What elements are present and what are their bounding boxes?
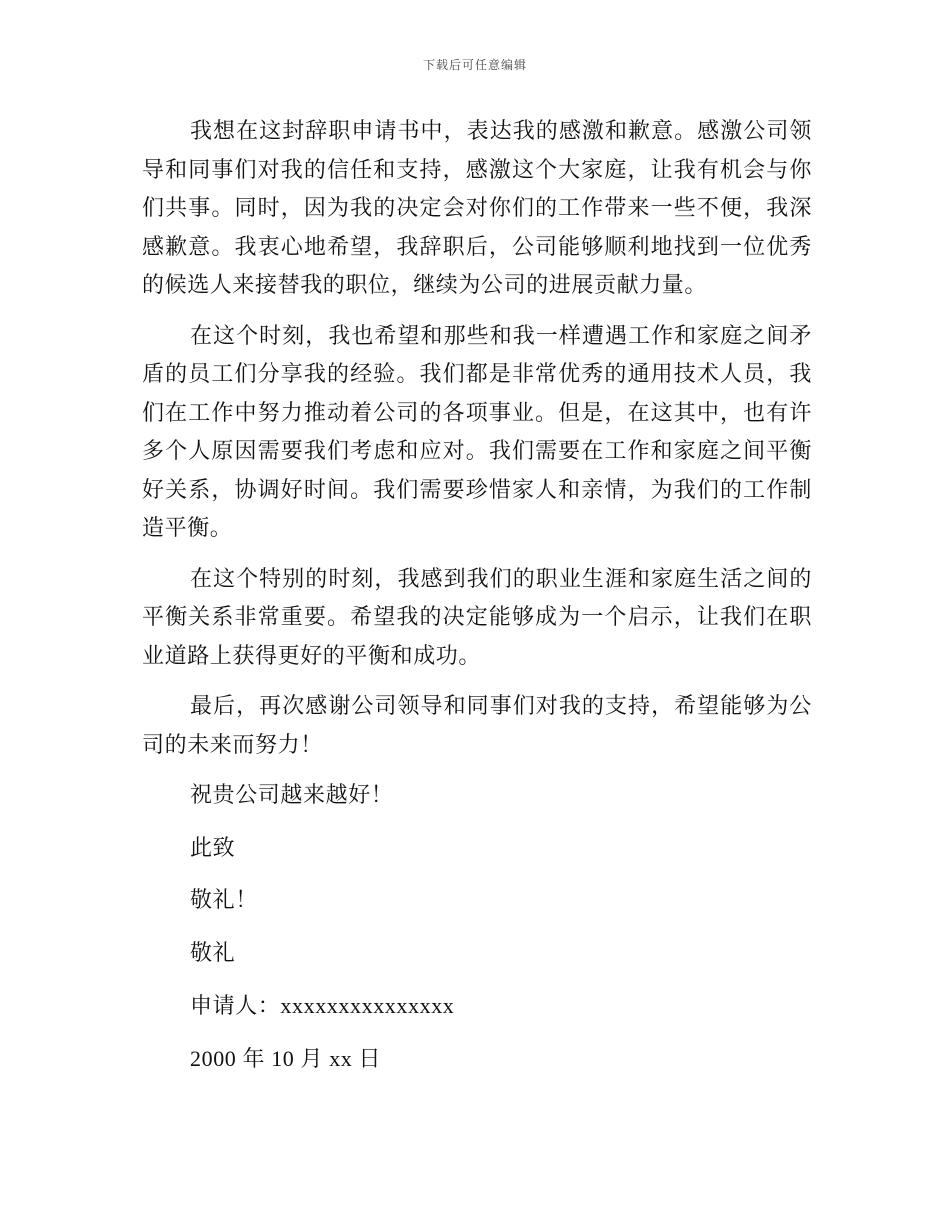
paragraph-gratitude: 我想在这封辞职申请书中，表达我的感激和歉意。感激公司领导和同事们对我的信任和支持，感激这个大家庭，让我有机会与你们共事。同时，因为我的决定会对你们的工作带来一些不便，我深感歉意。我衷心地希望，我辞职后，公司能够顺利地找到一位优秀的候选人来接替我的职位，继续为公司的进展贡献力量。 xyxy=(142,119,812,298)
paragraph-balance: 在这个特别的时刻，我感到我们的职业生涯和家庭生活之间的平衡关系非常重要。希望我的决定能够成为一个启示，让我们在职业道路上获得更好的平衡和成功。 xyxy=(142,566,812,669)
closing-line-2: 敬礼！ xyxy=(190,888,258,913)
header-note: 下载后可任意编辑 xyxy=(422,58,527,72)
date-line: 2000 年 10 月 xx 日 xyxy=(190,1045,382,1071)
applicant-line: 申请人：xxxxxxxxxxxxxxx xyxy=(190,993,455,1018)
paragraph-final-thanks: 最后，再次感谢公司领导和同事们对我的支持，希望能够为公司的未来而努力！ xyxy=(142,694,812,758)
wish-line: 祝贵公司越来越好！ xyxy=(190,783,394,808)
closing-line-1: 此致 xyxy=(190,835,236,861)
paragraph-experience: 在这个时刻，我也希望和那些和我一样遭遇工作和家庭之间矛盾的员工们分享我的经验。我们都是非常优秀的通用技术人员，我们在工作中努力推动着公司的各项事业。但是，在这其中，也有许多个人原因需要我们考虑和应对。我们需要在工作和家庭之间平衡好关系，协调好时间。我们需要珍惜家人和亲情，为我们的工作制造平衡。 xyxy=(142,323,812,541)
letter-body xyxy=(142,113,812,1092)
closing-line-3: 敬礼 xyxy=(190,940,236,966)
